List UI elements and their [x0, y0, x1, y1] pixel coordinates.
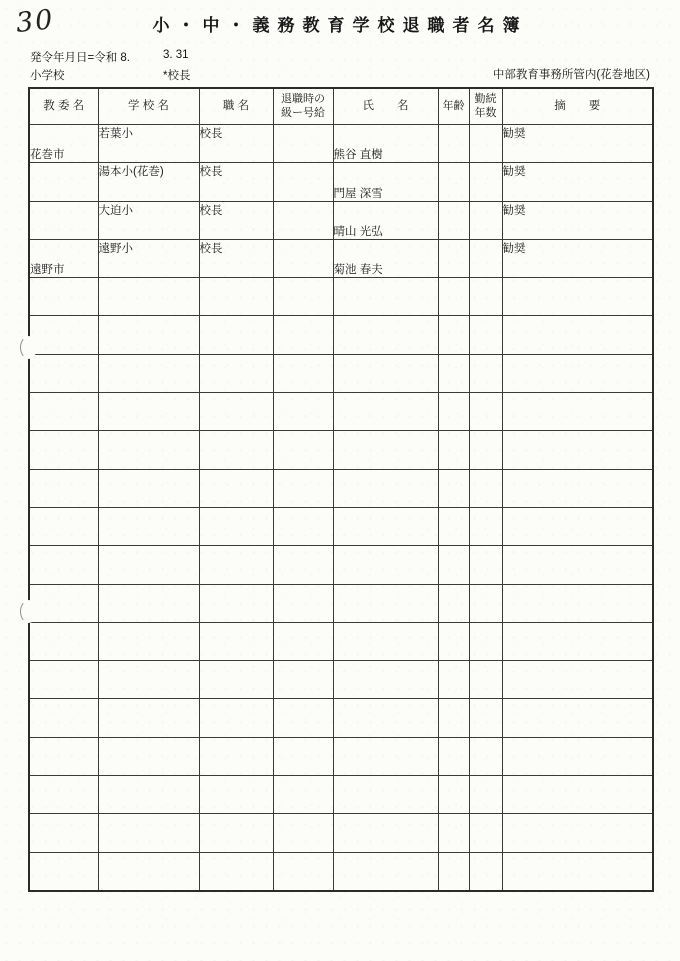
cell-notes [502, 699, 653, 737]
cell-years [469, 354, 502, 392]
cell-name [333, 737, 438, 775]
cell-name [333, 852, 438, 891]
cell-grade [273, 814, 333, 852]
cell-notes [502, 622, 653, 660]
cell-board [29, 393, 98, 431]
cell-title [199, 661, 273, 699]
col-header-name: 氏 名 [333, 88, 438, 125]
col-header-board: 教 委 名 [29, 88, 98, 125]
cell-school [98, 354, 199, 392]
cell-notes [502, 431, 653, 469]
cell-notes: 勧奨 [502, 163, 653, 201]
cell-years [469, 431, 502, 469]
cell-title [199, 316, 273, 354]
table-row [29, 163, 653, 201]
cell-age [438, 163, 469, 201]
cell-title: 校長 [199, 239, 273, 277]
cell-name: 熊谷 直樹 [333, 125, 438, 163]
table-row [29, 546, 653, 584]
cell-age [438, 699, 469, 737]
cell-years [469, 316, 502, 354]
cell-years [469, 469, 502, 507]
cell-notes [502, 661, 653, 699]
cell-years [469, 393, 502, 431]
cell-grade [273, 278, 333, 316]
cell-years [469, 507, 502, 545]
table-row [29, 431, 653, 469]
cell-name [333, 354, 438, 392]
cell-school [98, 776, 199, 814]
cell-school [98, 316, 199, 354]
cell-board [29, 814, 98, 852]
table-row [29, 814, 653, 852]
cell-name [333, 278, 438, 316]
cell-age [438, 125, 469, 163]
cell-board: 遠野市 [29, 239, 98, 277]
cell-years [469, 622, 502, 660]
cell-grade [273, 469, 333, 507]
issue-date-line [30, 49, 189, 65]
cell-board [29, 431, 98, 469]
cell-school [98, 699, 199, 737]
cell-school [98, 814, 199, 852]
table-row [29, 393, 653, 431]
table-row [29, 278, 653, 316]
cell-years [469, 163, 502, 201]
cell-title [199, 393, 273, 431]
cell-age [438, 469, 469, 507]
cell-board [29, 469, 98, 507]
cell-grade [273, 393, 333, 431]
col-header-years [469, 88, 502, 125]
cell-years [469, 814, 502, 852]
table-row [29, 239, 653, 277]
cell-title [199, 699, 273, 737]
table-row [29, 316, 653, 354]
cell-notes [502, 546, 653, 584]
cell-notes [502, 316, 653, 354]
col-header-school: 学 校 名 [98, 88, 199, 125]
cell-years [469, 584, 502, 622]
office-region-label: 中部教育事務所管内(花巻地区) [492, 69, 650, 81]
header-row [29, 88, 653, 125]
cell-board [29, 852, 98, 891]
cell-school: 若葉小 [98, 125, 199, 163]
cell-age [438, 431, 469, 469]
cell-title [199, 584, 273, 622]
cell-name [333, 431, 438, 469]
cell-years [469, 776, 502, 814]
cell-school [98, 852, 199, 891]
cell-age [438, 507, 469, 545]
cell-grade [273, 546, 333, 584]
cell-grade [273, 125, 333, 163]
cell-title: 校長 [199, 125, 273, 163]
cell-board [29, 278, 98, 316]
table-row [29, 622, 653, 660]
cell-board [29, 546, 98, 584]
cell-grade [273, 776, 333, 814]
cell-title [199, 278, 273, 316]
cell-board: 花巻市 [29, 125, 98, 163]
cell-age [438, 852, 469, 891]
table-row [29, 661, 653, 699]
cell-title [199, 852, 273, 891]
cell-years [469, 699, 502, 737]
cell-name: 晴山 光弘 [333, 201, 438, 239]
cell-board [29, 699, 98, 737]
cell-years [469, 661, 502, 699]
cell-name [333, 814, 438, 852]
cell-school: 湯本小(花巻) [98, 163, 199, 201]
table-row [29, 584, 653, 622]
cell-grade [273, 316, 333, 354]
table-row [29, 507, 653, 545]
retiree-roster-table [28, 87, 654, 892]
cell-grade [273, 622, 333, 660]
cell-title: 校長 [199, 163, 273, 201]
school-type-line [30, 67, 191, 83]
cell-name [333, 316, 438, 354]
cell-school: 遠野小 [98, 239, 199, 277]
cell-school [98, 469, 199, 507]
cell-name [333, 699, 438, 737]
table-row [29, 776, 653, 814]
cell-age [438, 239, 469, 277]
cell-years [469, 852, 502, 891]
cell-name [333, 584, 438, 622]
cell-grade [273, 239, 333, 277]
col-header-notes: 摘 要 [502, 88, 653, 125]
handwritten-page-number: 30 [14, 4, 56, 39]
cell-title [199, 546, 273, 584]
cell-notes [502, 814, 653, 852]
cell-school [98, 737, 199, 775]
cell-grade [273, 354, 333, 392]
cell-years [469, 546, 502, 584]
cell-school [98, 546, 199, 584]
table-row [29, 354, 653, 392]
cell-notes [502, 737, 653, 775]
cell-board [29, 507, 98, 545]
cell-title [199, 507, 273, 545]
cell-grade [273, 852, 333, 891]
cell-board [29, 316, 98, 354]
cell-notes: 勧奨 [502, 125, 653, 163]
cell-years [469, 278, 502, 316]
cell-board [29, 737, 98, 775]
cell-title [199, 354, 273, 392]
cell-school [98, 661, 199, 699]
cell-name [333, 661, 438, 699]
cell-name [333, 393, 438, 431]
cell-name: 門屋 深雪 [333, 163, 438, 201]
cell-notes [502, 393, 653, 431]
col-header-title: 職 名 [199, 88, 273, 125]
cell-name: 菊池 春夫 [333, 239, 438, 277]
cell-grade [273, 201, 333, 239]
grade-header-line2: 級ー号給 [281, 106, 325, 119]
cell-grade [273, 163, 333, 201]
table-row [29, 699, 653, 737]
cell-notes [502, 584, 653, 622]
col-header-age: 年齢 [438, 88, 469, 125]
cell-age [438, 622, 469, 660]
cell-years [469, 239, 502, 277]
document-title: 小・中・義務教育学校退職者名簿 [152, 16, 528, 35]
cell-notes [502, 469, 653, 507]
cell-board [29, 354, 98, 392]
cell-name [333, 776, 438, 814]
cell-title [199, 776, 273, 814]
cell-grade [273, 507, 333, 545]
cell-grade [273, 699, 333, 737]
cell-board [29, 201, 98, 239]
cell-notes [502, 354, 653, 392]
cell-notes [502, 852, 653, 891]
table-row [29, 737, 653, 775]
table-row [29, 201, 653, 239]
cell-notes [502, 776, 653, 814]
cell-name [333, 507, 438, 545]
cell-grade [273, 661, 333, 699]
cell-board [29, 776, 98, 814]
cell-notes: 勧奨 [502, 239, 653, 277]
years-header-line1: 勤続 [474, 92, 497, 105]
cell-school [98, 278, 199, 316]
cell-name [333, 469, 438, 507]
school-type-label: 小学校 [30, 70, 65, 82]
cell-age [438, 661, 469, 699]
table-row [29, 469, 653, 507]
grade-header-line1: 退職時の [281, 92, 325, 105]
cell-board [29, 622, 98, 660]
years-header-line2: 年数 [474, 106, 497, 119]
cell-title: 校長 [199, 201, 273, 239]
col-header-grade [273, 88, 333, 125]
cell-years [469, 125, 502, 163]
table-row [29, 852, 653, 891]
cell-age [438, 737, 469, 775]
cell-school [98, 622, 199, 660]
cell-school [98, 393, 199, 431]
cell-notes [502, 507, 653, 545]
cell-notes [502, 278, 653, 316]
cell-age [438, 393, 469, 431]
cell-name [333, 546, 438, 584]
cell-school [98, 584, 199, 622]
cell-years [469, 737, 502, 775]
cell-age [438, 584, 469, 622]
punch-hole-top [20, 336, 37, 359]
cell-board [29, 163, 98, 201]
cell-years [469, 201, 502, 239]
cell-name [333, 622, 438, 660]
cell-grade [273, 431, 333, 469]
cell-title [199, 622, 273, 660]
issue-date-value: 3. 31 [163, 49, 189, 61]
cell-age [438, 278, 469, 316]
cell-age [438, 546, 469, 584]
cell-title [199, 737, 273, 775]
cell-age [438, 201, 469, 239]
cell-notes: 勧奨 [502, 201, 653, 239]
cell-board [29, 584, 98, 622]
cell-grade [273, 584, 333, 622]
cell-board [29, 661, 98, 699]
cell-school [98, 431, 199, 469]
cell-school [98, 507, 199, 545]
cell-grade [273, 737, 333, 775]
table-row [29, 125, 653, 163]
principal-note: *校長 [163, 70, 191, 82]
cell-school: 大迫小 [98, 201, 199, 239]
cell-age [438, 814, 469, 852]
cell-title [199, 814, 273, 852]
cell-age [438, 316, 469, 354]
cell-title [199, 431, 273, 469]
issue-date-label: 発令年月日=令和 8. [30, 52, 131, 64]
cell-title [199, 469, 273, 507]
punch-hole-bottom [20, 600, 37, 623]
cell-age [438, 354, 469, 392]
cell-age [438, 776, 469, 814]
